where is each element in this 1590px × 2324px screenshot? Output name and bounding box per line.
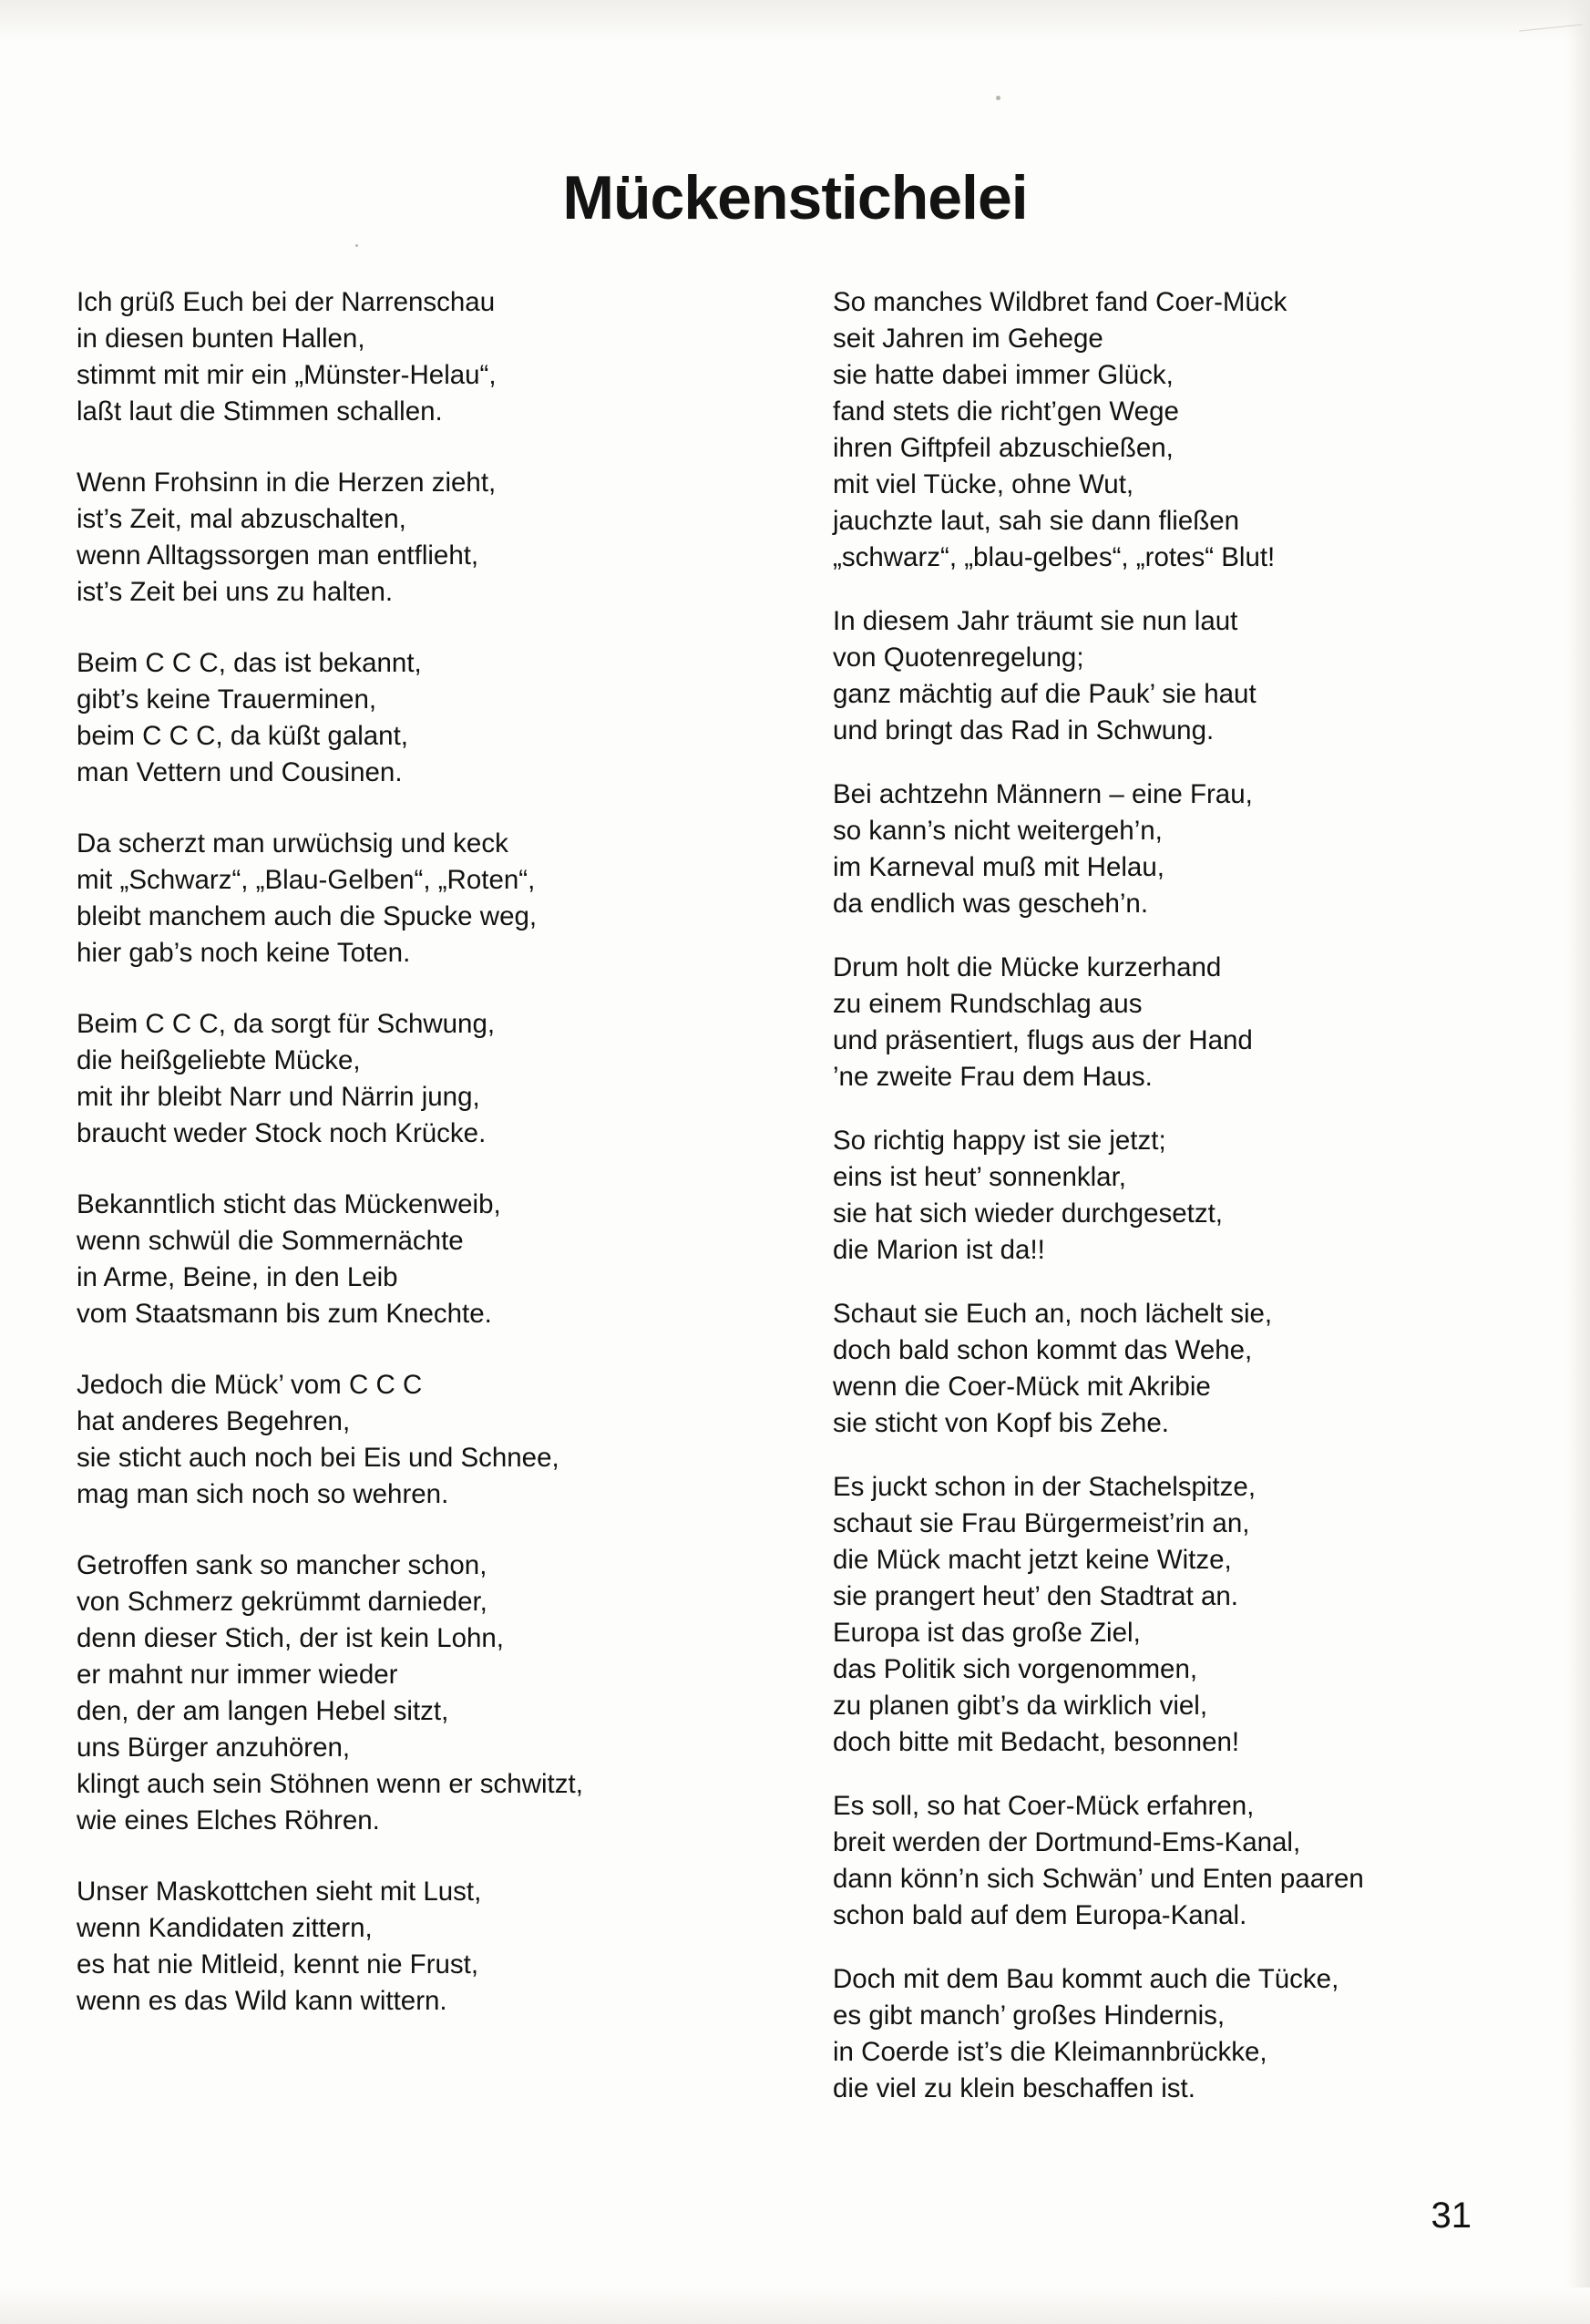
poem-line: den, der am langen Hebel sitzt,	[77, 1696, 449, 1726]
poem-line: hier gab’s noch keine Toten.	[77, 938, 411, 968]
poem-line: So richtig happy ist sie jetzt;	[833, 1126, 1166, 1156]
poem-line: in Arme, Beine, in den Leib	[77, 1262, 398, 1292]
stanza	[77, 1874, 751, 2020]
poem-line: die heißgeliebte Mücke,	[77, 1045, 361, 1075]
poem-line: man Vettern und Cousinen.	[77, 757, 403, 787]
stanza	[77, 1187, 751, 1332]
poem-line: das Politik sich vorgenommen,	[833, 1654, 1198, 1684]
poem-line: seit Jahren im Gehege	[833, 324, 1103, 354]
poem-line: die Mück macht jetzt keine Witze,	[833, 1545, 1232, 1575]
poem-line: braucht weder Stock noch Krücke.	[77, 1118, 487, 1148]
poem-line: fand stets die richt’gen Wege	[833, 396, 1179, 427]
poem-line: uns Bürger anzuhören,	[77, 1733, 351, 1763]
poem-line: im Karneval muß mit Helau,	[833, 852, 1164, 882]
poem-line: eins ist heut’ sonnenklar,	[833, 1162, 1126, 1192]
poem-line: wenn schwül die Sommernächte	[77, 1226, 464, 1256]
poem-line: ’ne zweite Frau dem Haus.	[833, 1062, 1153, 1092]
poem-line: und bringt das Rad in Schwung.	[833, 715, 1215, 746]
poem-line: beim C C C, da küßt galant,	[77, 721, 408, 751]
poem-line: mit „Schwarz“, „Blau-Gelben“, „Roten“,	[77, 865, 536, 895]
poem-line: bleibt manchem auch die Spucke weg,	[77, 901, 538, 931]
poem-line: Beim C C C, da sorgt für Schwung,	[77, 1009, 496, 1039]
poem-line: sie prangert heut’ den Stadtrat an.	[833, 1581, 1238, 1611]
poem-line: wenn Kandidaten zittern,	[77, 1913, 373, 1943]
poem-line: doch bitte mit Bedacht, besonnen!	[833, 1727, 1240, 1757]
poem-line: wenn es das Wild kann wittern.	[77, 1986, 447, 2016]
poem-line: dann könn’n sich Schwän’ und Enten paaren	[833, 1864, 1364, 1894]
scan-edge-top	[0, 0, 1590, 42]
poem-line: mag man sich noch so wehren.	[77, 1479, 449, 1509]
poem-line: sie hat sich wieder durchgesetzt,	[833, 1198, 1223, 1229]
poem-line: wie eines Elches Röhren.	[77, 1805, 380, 1836]
poem-line: es hat nie Mitleid, kennt nie Frust,	[77, 1949, 479, 1980]
stanza	[833, 1469, 1507, 1761]
stanza	[833, 603, 1507, 749]
poem-line: Europa ist das große Ziel,	[833, 1618, 1141, 1648]
poem-line: Es juckt schon in der Stachelspitze,	[833, 1472, 1257, 1502]
poem-line: schaut sie Frau Bürgermeist’rin an,	[833, 1508, 1250, 1538]
poem-line: Wenn Frohsinn in die Herzen zieht,	[77, 468, 497, 498]
scan-speck	[996, 96, 1000, 100]
poem-line: Ich grüß Euch bei der Narrenschau	[77, 287, 496, 317]
poem-line: mit viel Tücke, ohne Wut,	[833, 469, 1134, 499]
poem-line: Getroffen sank so mancher schon,	[77, 1550, 487, 1580]
poem-line: Schaut sie Euch an, noch lächelt sie,	[833, 1299, 1273, 1329]
stanza	[77, 645, 751, 791]
poem-line: zu planen gibt’s da wirklich viel,	[833, 1691, 1208, 1721]
poem-line: Bei achtzehn Männern – eine Frau,	[833, 779, 1253, 809]
poem-line: vom Staatsmann bis zum Knechte.	[77, 1299, 492, 1329]
poem-line: „schwarz“, „blau-gelbes“, „rotes“ Blut!	[833, 542, 1276, 572]
stanza	[77, 465, 751, 611]
poem-line: In diesem Jahr träumt sie nun laut	[833, 606, 1238, 636]
right-column	[805, 284, 1507, 2134]
left-column	[77, 284, 751, 2134]
poem-line: ihren Giftpfeil abzuschießen,	[833, 433, 1174, 463]
poem-line: breit werden der Dortmund-Ems-Kanal,	[833, 1827, 1301, 1857]
poem-line: klingt auch sein Stöhnen wenn er schwitzt,	[77, 1769, 583, 1799]
poem-line: ist’s Zeit bei uns zu halten.	[77, 577, 394, 607]
scan-edge-right	[1566, 0, 1590, 2324]
poem-line: in Coerde ist’s die Kleimannbrückke,	[833, 2037, 1267, 2067]
poem-line: hat anderes Begehren,	[77, 1406, 351, 1436]
poem-line: doch bald schon kommt das Wehe,	[833, 1335, 1253, 1365]
poem-line: er mahnt nur immer wieder	[77, 1660, 398, 1690]
poem-columns	[77, 284, 1516, 2134]
poem-line: so kann’s nicht weitergeh’n,	[833, 816, 1163, 846]
poem-line: sie hatte dabei immer Glück,	[833, 360, 1174, 390]
poem-line: Es soll, so hat Coer-Mück erfahren,	[833, 1791, 1255, 1821]
page-title: Mückenstichelei	[562, 163, 1028, 232]
poem-line: von Quotenregelung;	[833, 643, 1084, 673]
poem-line: gibt’s keine Trauerminen,	[77, 684, 377, 715]
poem-line: in diesen bunten Hallen,	[77, 324, 365, 354]
poem-line: wenn Alltagssorgen man entflieht,	[77, 540, 479, 571]
poem-line: sie sticht von Kopf bis Zehe.	[833, 1408, 1169, 1438]
poem-line: zu einem Rundschlag aus	[833, 989, 1143, 1019]
poem-line: Unser Maskottchen sieht mit Lust,	[77, 1877, 482, 1907]
stanza	[77, 826, 751, 972]
poem-line: stimmt mit mir ein „Münster-Helau“,	[77, 360, 497, 390]
stanza	[833, 1788, 1507, 1934]
stanza	[833, 776, 1507, 922]
poem-line: laßt laut die Stimmen schallen.	[77, 396, 443, 427]
stanza	[77, 1548, 751, 1839]
poem-line: Beim C C C, das ist bekannt,	[77, 648, 422, 678]
poem-line: von Schmerz gekrümmt darnieder,	[77, 1587, 487, 1617]
scan-edge-bottom	[0, 2288, 1590, 2324]
poem-line: es gibt manch’ großes Hindernis,	[833, 2000, 1226, 2031]
stanza	[833, 1123, 1507, 1269]
poem-line: Jedoch die Mück’ vom C C C	[77, 1370, 423, 1400]
stanza	[833, 950, 1507, 1095]
stanza	[833, 1296, 1507, 1442]
poem-line: mit ihr bleibt Narr und Närrin jung,	[77, 1082, 480, 1112]
poem-line: denn dieser Stich, der ist kein Lohn,	[77, 1623, 505, 1653]
poem-line: ist’s Zeit, mal abzuschalten,	[77, 504, 406, 534]
page-number: 31	[1431, 2195, 1472, 2236]
stanza	[833, 284, 1507, 576]
poem-line: Drum holt die Mücke kurzerhand	[833, 952, 1222, 982]
poem-line: und präsentiert, flugs aus der Hand	[833, 1025, 1253, 1055]
stanza	[833, 1961, 1507, 2107]
scan-speck	[355, 244, 358, 247]
poem-line: Doch mit dem Bau kommt auch die Tücke,	[833, 1964, 1339, 1994]
poem-line: So manches Wildbret fand Coer-Mück	[833, 287, 1287, 317]
poem-line: Bekanntlich sticht das Mückenweib,	[77, 1189, 501, 1219]
poem-line: jauchzte laut, sah sie dann fließen	[833, 506, 1240, 536]
poem-line: Da scherzt man urwüchsig und keck	[77, 828, 508, 859]
poem-line: schon bald auf dem Europa-Kanal.	[833, 1900, 1247, 1930]
poem-line: sie sticht auch noch bei Eis und Schnee,	[77, 1443, 559, 1473]
stanza	[77, 1367, 751, 1513]
stanza	[77, 284, 751, 430]
poem-line: ganz mächtig auf die Pauk’ sie haut	[833, 679, 1257, 709]
poem-line: da endlich was gescheh’n.	[833, 889, 1149, 919]
stanza	[77, 1006, 751, 1152]
poem-line: wenn die Coer-Mück mit Akribie	[833, 1372, 1211, 1402]
poem-line: die viel zu klein beschaffen ist.	[833, 2073, 1195, 2103]
poem-line: die Marion ist da!!	[833, 1235, 1045, 1265]
